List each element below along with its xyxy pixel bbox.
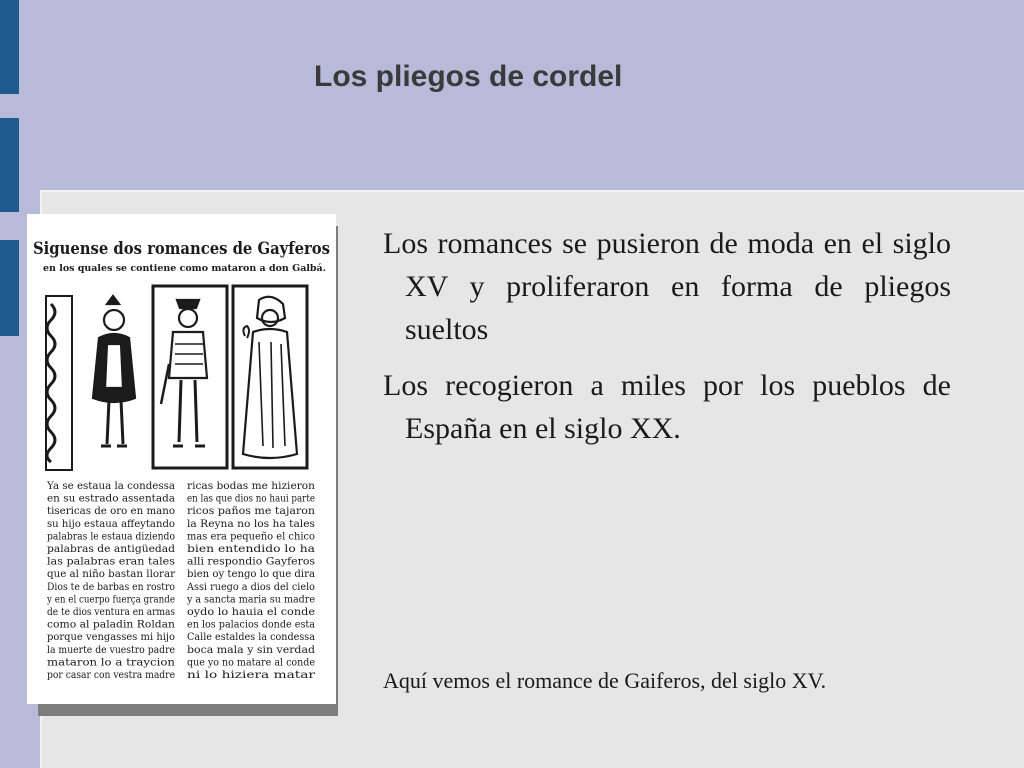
woodcut-text-line: Calle estaldes la condessa — [187, 631, 315, 644]
woodcut-text-line: oydo lo hauia el conde — [187, 606, 315, 618]
woodcut-text-line: y en el cuerpo fuerça grande — [46, 593, 175, 606]
woodcut-text-line: la muerte de vuestro padre — [47, 643, 175, 656]
woodcut-text-line: porque vengasses mi hijo — [47, 631, 175, 644]
woodcut-text-column-left — [46, 480, 176, 681]
woodcut-text-line: las palabras eran tales — [47, 555, 175, 568]
woodcut-text-line: en las que dios no haui parte — [187, 492, 315, 505]
woodcut-figure-1 — [93, 296, 135, 446]
woodcut-heading-1: Siguense dos romances de Gayferos — [33, 239, 330, 258]
woodcut-text-line: alli respondio Gayferos — [187, 555, 315, 568]
woodcut-figure-2 — [161, 300, 207, 446]
woodcut-text-line: de te dios ventura en armas — [47, 606, 175, 618]
woodcut-text-line: en los palacios donde esta — [187, 618, 315, 631]
woodcut-text-line: bien entendido lo ha — [187, 543, 315, 555]
woodcut-text-line: como al paladin Roldan — [47, 618, 176, 631]
woodcut-text-line: bien oy tengo lo que dira — [187, 568, 315, 581]
woodcut-text-line: boca mala y sin verdad — [187, 643, 316, 656]
woodcut-text-line: tisericas de oro en mano — [47, 505, 175, 518]
woodcut-text-line: en su estrado assentada — [47, 492, 175, 505]
woodcut-text-line: que al niño bastan llorar — [47, 568, 176, 581]
accent-bar-top — [0, 0, 19, 94]
woodcut-text-line: palabras de antigüedad — [47, 543, 176, 555]
woodcut-text-line: palabras le estaua diziendo — [47, 530, 175, 543]
woodcut-text-line: Dios te de barbas en rostro — [47, 580, 175, 593]
woodcut-text-line: ni lo hiziera matar — [187, 669, 317, 681]
woodcut-text-line: y a sancta maria su madre — [186, 593, 315, 606]
woodcut-figure-3 — [243, 297, 297, 458]
woodcut-text-line: mas era pequeño el chico — [187, 530, 315, 543]
woodcut-heading-2: en los quales se contiene como mataron a don Galbá. — [43, 264, 312, 274]
accent-bar-bottom — [0, 240, 19, 336]
accent-bar-middle — [0, 118, 19, 212]
woodcut-text-line: la Reyna no los ha tales — [187, 517, 315, 530]
woodcut-text-line: por casar con vestra madre — [47, 669, 175, 681]
woodcut-image — [27, 214, 336, 704]
image-caption: Aquí vemos el romance de Gaiferos, del siglo XV. — [383, 668, 827, 693]
bullet-item: Los recogieron a miles por los pueblos de España en el siglo XX. — [383, 369, 951, 445]
bullet-item: Los romances se pusieron de moda en el siglo XV y proliferaron en forma de pliegos sueltos — [383, 227, 951, 346]
slide-title: Los pliegos de cordel — [314, 60, 623, 93]
bullet-list — [383, 222, 951, 463]
woodcut-text-line: ricos paños me tajaron — [187, 505, 316, 518]
woodcut-text-line: mataron lo a traycion — [47, 656, 176, 669]
woodcut-text-line: Ya se estaua la condessa — [46, 480, 175, 492]
woodcut-text-line: que yo no matare al conde — [187, 656, 315, 669]
woodcut-text-line: su hijo estaua affeytando — [47, 517, 175, 530]
woodcut-text-column-right — [186, 480, 316, 681]
woodcut-text-line: Assi ruego a dios del cielo — [186, 580, 315, 593]
woodcut-text-line: ricas bodas me hizieron — [187, 480, 316, 492]
woodcut-border-ornament — [47, 304, 55, 462]
